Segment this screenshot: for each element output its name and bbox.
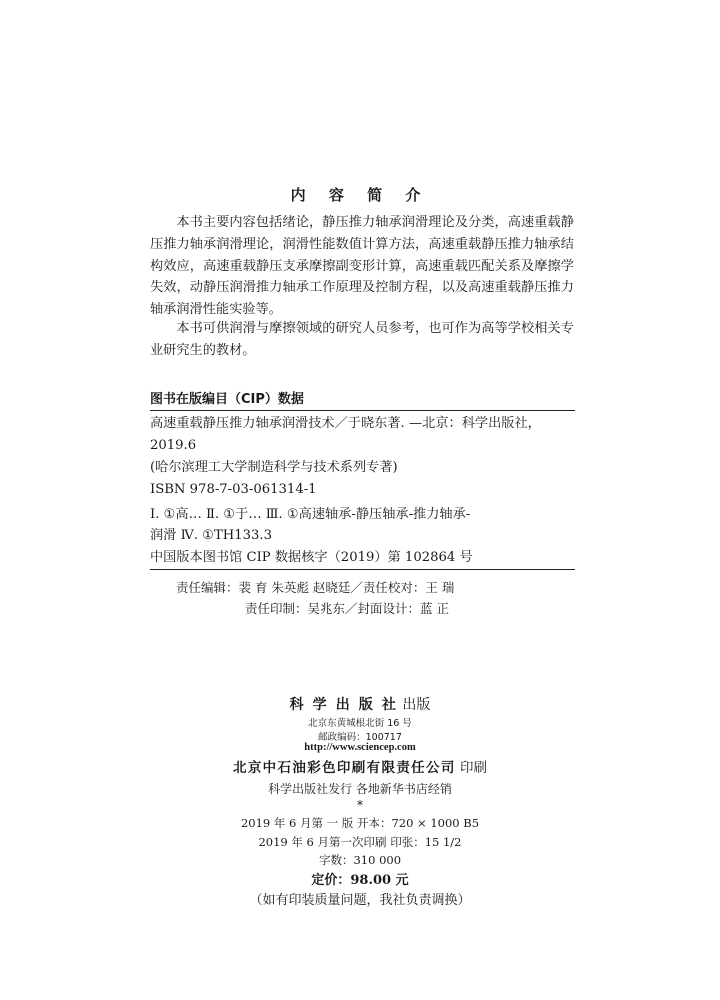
publisher-postcode: 邮政编码：100717 (318, 732, 402, 743)
distribution-line: 科学出版社发行 各地新华书店经销 (268, 782, 452, 796)
separator-star: * (357, 798, 363, 812)
summary-paragraph-1: 本书主要内容包括绪论，静压推力轴承润滑理论及分类，高速重载静压推力轴承润滑理论，润滑性能数值计算方法，高速重载静压推力轴承结构效应，高速重载静压支承摩擦副变形计算，高速重载匹配关系及摩擦学失效，动静压润滑推力轴承工作原理及控制方程，以及高速重载静压推力轴承润滑性能实验等。 (150, 215, 574, 318)
cip-line-1: 高速重载静压推力轴承润滑技术／于晓东著. —北京：科学出版社， (150, 416, 541, 431)
summary-paragraph-2: 本书可供润滑与摩擦领域的研究人员参考，也可作为高等学校相关专业研究生的教材。 (150, 321, 574, 358)
summary-title: 内 容 简 介 (290, 186, 430, 204)
credits-line-2: 责任印制：吴兆东／封面设计：蓝 正 (245, 601, 449, 616)
publisher-address: 北京东黄城根北街 16 号 (308, 718, 412, 729)
publisher-line (0, 694, 720, 714)
cip-heading: 图书在版编目（CIP）数据 (150, 392, 304, 407)
publisher-suffix: 出版 (402, 697, 431, 713)
publisher-name: 科 学 出 版 社 (289, 697, 398, 713)
publisher-url: http://www.sciencep.com (304, 742, 416, 753)
edition-line: 2019 年 6 月第 一 版 开本：720 × 1000 B5 (240, 816, 480, 830)
printer-suffix: 印刷 (460, 760, 488, 776)
cip-line-7: 中国版本图书馆 CIP 数据核字（2019）第 102864 号 (150, 550, 473, 565)
credits-line-1: 责任编辑：裴 育 朱英彪 赵晓廷／责任校对：王 瑞 (176, 580, 455, 595)
cip-line-6: 润滑 Ⅳ. ①TH133.3 (150, 528, 272, 543)
cip-top-rule (150, 410, 575, 411)
printer-line (0, 756, 720, 776)
price-line: 定价：98.00 元 (311, 873, 409, 888)
printer-name: 北京中石油彩色印刷有限责任公司 (232, 760, 456, 776)
cip-line-3: (哈尔滨理工大学制造科学与技术系列专著) (150, 460, 398, 475)
cip-bottom-rule (150, 569, 575, 570)
printing-line: 2019 年 6 月第一次印刷 印张：15 1/2 (258, 835, 462, 849)
wordcount-line: 字数：310 000 (318, 853, 402, 867)
quality-notice: （如有印装质量问题，我社负责调换） (249, 893, 471, 908)
cip-line-5: Ⅰ. ①高… Ⅱ. ①于… Ⅲ. ①高速轴承-静压轴承-推力轴承- (150, 507, 471, 522)
cip-line-2: 2019.6 (150, 438, 197, 453)
cip-line-4: ISBN 978-7-03-061314-1 (150, 482, 317, 497)
